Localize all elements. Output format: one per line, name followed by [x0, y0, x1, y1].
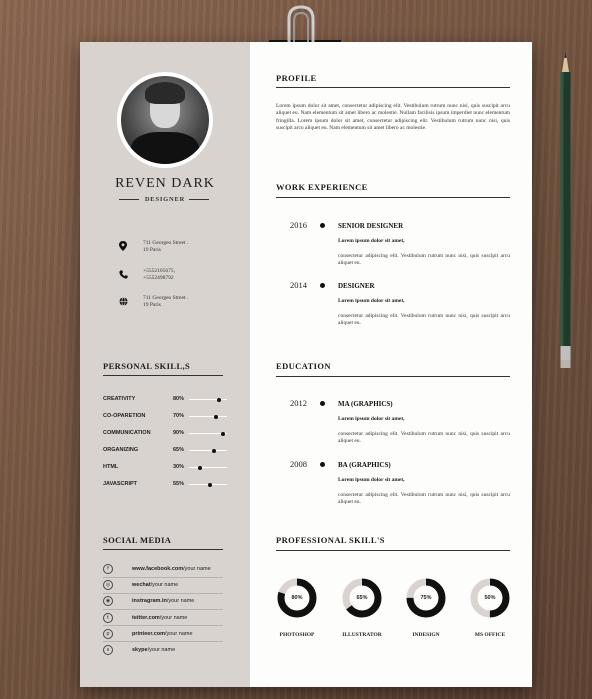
social-media-title: SOCIAL MEDIA [103, 535, 172, 545]
globe-icon [118, 296, 128, 306]
social-handle[interactable] [132, 566, 211, 572]
social-divider [103, 593, 223, 594]
resume-role: DESIGNER [144, 196, 186, 203]
skill-bar-marker [212, 449, 216, 453]
work-experience-title: WORK EXPERIENCE [276, 182, 368, 192]
skill-percent: 30% [173, 464, 185, 470]
skill-donut-percent: 50% [484, 595, 496, 601]
social-handle[interactable] [132, 582, 178, 588]
skill-name: CREATIVITY [103, 396, 136, 402]
skill-bar-marker [221, 432, 225, 436]
timeline-bullet [320, 223, 325, 228]
skill-donut [341, 577, 383, 619]
skill-bar-track [189, 467, 227, 468]
timeline-year: 2012 [290, 398, 307, 408]
skill-row [103, 412, 228, 422]
skill-name: CO-OPARETION [103, 413, 146, 419]
skype-icon: s [103, 645, 113, 655]
social-media-divider [103, 549, 223, 550]
contact-phone-line2: +5552498792 [143, 275, 174, 281]
social-row[interactable] [103, 629, 193, 639]
timeline-text: consectetur adipiscing elit. Vestibulum rutrum nunc nisi, quis suscipit arcu aliquet eu. [338, 313, 510, 327]
contact-web-line2: 19 Paris [143, 302, 161, 308]
skill-bar-track [189, 484, 227, 485]
skill-bar-marker [198, 466, 202, 470]
social-suffix: /your name [159, 614, 188, 621]
phone-icon [118, 269, 128, 279]
skill-bar-track [189, 450, 227, 451]
contact-address-line2: 19 Paris [143, 247, 161, 253]
skill-donut-percent: 80% [291, 595, 303, 601]
contact-address [118, 240, 213, 254]
skill-bar-track [189, 416, 227, 417]
social-suffix: /your name [150, 582, 179, 589]
social-site: teitter.com [132, 614, 160, 621]
timeline-lead: Lorem ipsum dolor sit amet, [338, 238, 405, 244]
social-divider [103, 625, 223, 626]
timeline-title: DESIGNER [338, 282, 375, 290]
location-pin-icon [118, 241, 128, 251]
skill-row [103, 446, 228, 456]
skill-bar-marker [208, 483, 212, 487]
pinterest-icon: p [103, 629, 113, 639]
education-divider [276, 376, 510, 377]
skill-name: ORGANIZING [103, 447, 139, 453]
social-handle[interactable] [132, 631, 193, 637]
profile-divider [276, 87, 510, 88]
social-row[interactable] [103, 613, 187, 623]
skill-name: COMMUNICATION [103, 430, 151, 436]
social-row[interactable] [103, 580, 178, 590]
professional-skills-title: PROFESSIONAL SKILL'S [276, 535, 385, 545]
work-experience-divider [276, 197, 510, 198]
social-divider [103, 609, 223, 610]
social-row[interactable] [103, 596, 194, 606]
skill-row [103, 429, 228, 439]
social-handle[interactable] [132, 647, 175, 653]
social-divider [103, 577, 223, 578]
instagram-icon: ◉ [103, 596, 113, 606]
skill-bar-track [189, 399, 227, 400]
timeline-text: consectetur adipiscing elit. Vestibulum rutrum nunc nisi, quis suscipit arcu aliquet eu. [338, 431, 510, 445]
twitter-icon: t [103, 613, 113, 623]
skill-bar-marker [217, 398, 221, 402]
contact-web-line1: 711 Georgeo Street . [143, 295, 189, 301]
social-site: www.facebook.com [132, 566, 184, 572]
profile-title: PROFILE [276, 73, 317, 83]
timeline-title: SENIOR DESIGNER [338, 222, 404, 230]
social-handle[interactable] [132, 615, 187, 621]
pencil [558, 50, 573, 368]
social-row[interactable] [103, 645, 175, 655]
skill-donut-percent: 65% [356, 595, 368, 601]
social-suffix: /your name [147, 647, 176, 653]
profile-text: Lorem ipsum dolor sit amet, consectetur adipiscing elit. Vestibulum rutrum nunc nisi, quis suscipit arcu aliquet eu. Nam elementum sit amet libero ac molestie. Nullam facilisis ipsum imperdiet nunc elementum fringilla. Lorem ipsum dolor sit amet, consectetur adipiscing elit. Vestibulum rutrum nunc nisi, quis suscipit arcu aliquet eu. Nam elementum sit amet libero ac molestie. [276, 103, 510, 131]
facebook-icon: f [103, 564, 113, 574]
role-divider-right [189, 199, 209, 200]
skill-row [103, 463, 228, 473]
personal-skills-title: PERSONAL SKILL,S [103, 361, 191, 371]
social-suffix: /your name [165, 630, 193, 637]
timeline-bullet [320, 283, 325, 288]
timeline-year: 2014 [290, 280, 307, 290]
contact-address-line1: 711 Georgeo Street . [143, 240, 189, 246]
contact-phone [118, 268, 213, 282]
skill-donut-percent: 75% [420, 595, 432, 601]
timeline-bullet [320, 462, 325, 467]
timeline-lead: Lorem ipsum dolor sit amet, [338, 477, 405, 483]
social-row[interactable] [103, 564, 211, 574]
education-title: EDUCATION [276, 361, 331, 371]
social-suffix: /your name [183, 566, 211, 572]
timeline-title: MA (GRAPHICS) [338, 400, 393, 408]
skill-donut [469, 577, 511, 619]
timeline-text: consectetur adipiscing elit. Vestibulum rutrum nunc nisi, quis suscipit arcu aliquet eu. [338, 253, 510, 267]
social-site: wechat [132, 582, 151, 589]
skill-name: HTML [103, 464, 119, 470]
skill-percent: 55% [173, 481, 185, 487]
skill-percent: 80% [173, 396, 185, 402]
wechat-icon: ◎ [103, 580, 113, 590]
social-handle[interactable] [132, 598, 194, 604]
skill-donut-label: MS OFFICE [474, 632, 506, 638]
social-suffix: /your name [166, 598, 195, 605]
personal-skills-divider [103, 375, 223, 376]
timeline-year: 2008 [290, 459, 307, 469]
social-site: instragram.in [132, 598, 167, 605]
resume-sidebar [80, 42, 250, 687]
social-site: skype [132, 647, 148, 653]
profile-photo [117, 72, 213, 168]
contact-web [118, 295, 213, 309]
timeline-year: 2016 [290, 220, 307, 230]
skill-donut [276, 577, 318, 619]
timeline-lead: Lorem ipsum dolor sit amet, [338, 298, 405, 304]
professional-skills-divider [276, 550, 510, 551]
social-divider [103, 641, 223, 642]
resume-name: REVEN DARK [115, 176, 215, 191]
skill-donut-label: ILLUSTRATOR [342, 632, 382, 638]
skill-row [103, 480, 228, 490]
contact-phone-line1: +5552105675, [143, 268, 175, 274]
skill-bar-marker [214, 415, 218, 419]
timeline-bullet [320, 401, 325, 406]
skill-percent: 70% [173, 413, 185, 419]
skill-donut-label: PHOTOSHOP [279, 632, 315, 638]
skill-row [103, 395, 228, 405]
skill-donut [405, 577, 447, 619]
timeline-title: BA (GRAPHICS) [338, 461, 391, 469]
skill-donut-label: INDESIGN [412, 632, 440, 638]
resume-paper [80, 42, 532, 687]
timeline-lead: Lorem ipsum dolor sit amet, [338, 416, 405, 422]
skill-bar-track [189, 433, 227, 434]
skill-percent: 65% [173, 447, 185, 453]
skill-percent: 90% [173, 430, 185, 436]
skill-name: JAVASCRIPT [103, 481, 138, 487]
social-site: printeer.com [132, 630, 166, 637]
timeline-text: consectetur adipiscing elit. Vestibulum rutrum nunc nisi, quis suscipit arcu aliquet eu. [338, 492, 510, 506]
